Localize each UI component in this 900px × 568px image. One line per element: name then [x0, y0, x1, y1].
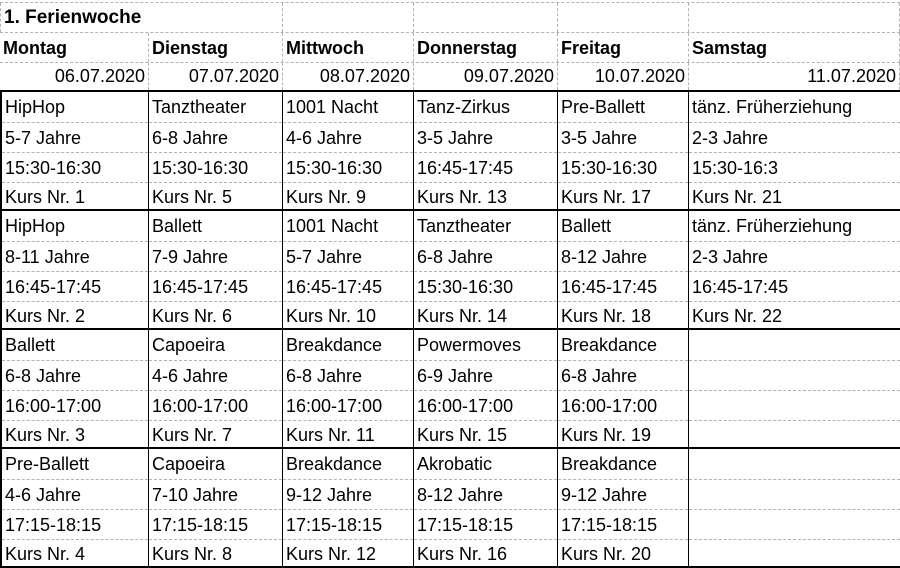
course-number-cell[interactable] — [689, 539, 900, 566]
time-range-cell[interactable]: 17:15-18:15 — [414, 509, 557, 539]
time-range-cell[interactable] — [689, 390, 900, 420]
course-number-cell[interactable]: Kurs Nr. 6 — [149, 301, 282, 328]
age-range-cell[interactable]: 5-7 Jahre — [2, 122, 148, 152]
course-slot — [148, 211, 282, 328]
course-number-cell[interactable]: Kurs Nr. 12 — [283, 539, 413, 566]
age-range-cell[interactable]: 3-5 Jahre — [558, 122, 688, 152]
empty-cell[interactable] — [557, 3, 688, 32]
course-number-cell[interactable]: Kurs Nr. 5 — [149, 182, 282, 209]
course-slot — [282, 92, 413, 209]
course-slot — [688, 211, 900, 328]
time-range-cell[interactable]: 16:45-17:45 — [414, 152, 557, 182]
date-header-row — [0, 62, 900, 90]
time-range-cell[interactable]: 16:45-17:45 — [283, 271, 413, 301]
age-range-cell[interactable]: 7-9 Jahre — [149, 241, 282, 271]
time-range-cell[interactable]: 15:30-16:3 — [689, 152, 900, 182]
course-number-cell[interactable]: Kurs Nr. 19 — [558, 420, 688, 447]
time-range-cell[interactable]: 17:15-18:15 — [2, 509, 148, 539]
time-range-cell[interactable]: 15:30-16:30 — [558, 152, 688, 182]
course-name-cell[interactable]: Ballett — [152, 216, 203, 236]
age-range-cell[interactable]: 9-12 Jahre — [283, 479, 413, 509]
age-range-cell[interactable]: 4-6 Jahre — [149, 360, 282, 390]
course-slot — [282, 449, 413, 566]
course-number-cell[interactable]: Kurs Nr. 3 — [2, 420, 148, 447]
course-number-cell[interactable]: Kurs Nr. 4 — [2, 539, 148, 566]
course-number-cell[interactable]: Kurs Nr. 20 — [558, 539, 688, 566]
title-row — [0, 2, 900, 32]
course-name-cell[interactable]: HipHop — [5, 97, 66, 117]
weekday-header-row — [0, 32, 900, 62]
time-range-cell[interactable]: 16:45-17:45 — [689, 271, 900, 301]
course-name-cell[interactable]: 1001 Nacht — [286, 216, 379, 236]
time-range-cell[interactable]: 16:45-17:45 — [558, 271, 688, 301]
course-slot — [413, 92, 557, 209]
time-block-1 — [0, 92, 900, 211]
age-range-cell[interactable] — [689, 479, 900, 509]
week-title-cell[interactable]: 1. Ferienwoche — [0, 3, 282, 32]
course-number-cell[interactable]: Kurs Nr. 18 — [558, 301, 688, 328]
course-number-cell[interactable]: Kurs Nr. 17 — [558, 182, 688, 209]
date-cell-freitag[interactable]: 10.07.2020 — [557, 63, 688, 90]
date-cell-samstag[interactable]: 11.07.2020 — [688, 63, 900, 90]
course-number-cell[interactable]: Kurs Nr. 13 — [414, 182, 557, 209]
course-name-cell[interactable]: Capoeira — [152, 454, 226, 474]
time-range-cell[interactable]: 16:00-17:00 — [283, 390, 413, 420]
time-range-cell[interactable]: 16:00-17:00 — [414, 390, 557, 420]
course-slot — [148, 92, 282, 209]
course-name-cell[interactable]: tänz. Früherziehung — [692, 97, 853, 117]
course-name-cell[interactable]: Breakdance — [286, 454, 383, 474]
course-name-cell[interactable]: 1001 Nacht — [286, 97, 379, 117]
course-name-cell[interactable]: Tanz-Zirkus — [417, 97, 511, 117]
course-number-cell[interactable] — [689, 420, 900, 447]
empty-cell[interactable] — [688, 3, 900, 32]
age-range-cell[interactable]: 7-10 Jahre — [149, 479, 282, 509]
day-header-donnerstag[interactable]: Donnerstag — [413, 33, 557, 62]
date-cell-mittwoch[interactable]: 08.07.2020 — [282, 63, 413, 90]
time-range-cell[interactable] — [689, 509, 900, 539]
course-slot — [148, 330, 282, 447]
course-name-cell[interactable]: Tanztheater — [152, 97, 247, 117]
course-number-cell[interactable]: Kurs Nr. 15 — [414, 420, 557, 447]
age-range-cell[interactable]: 6-8 Jahre — [283, 360, 413, 390]
course-slot — [413, 449, 557, 566]
time-range-cell[interactable]: 15:30-16:30 — [283, 152, 413, 182]
course-name-cell[interactable]: Breakdance — [286, 335, 383, 355]
course-number-cell[interactable]: Kurs Nr. 7 — [149, 420, 282, 447]
date-cell-montag[interactable]: 06.07.2020 — [54, 66, 145, 86]
course-slot — [0, 449, 148, 566]
course-slot — [557, 211, 688, 328]
age-range-cell[interactable]: 6-8 Jahre — [2, 360, 148, 390]
time-range-cell[interactable]: 15:30-16:30 — [414, 271, 557, 301]
course-number-cell[interactable]: Kurs Nr. 2 — [2, 301, 148, 328]
course-number-cell[interactable]: Kurs Nr. 22 — [689, 301, 900, 328]
age-range-cell[interactable] — [689, 360, 900, 390]
age-range-cell[interactable]: 8-11 Jahre — [2, 241, 148, 271]
time-block-3 — [0, 330, 900, 449]
time-range-cell[interactable]: 15:30-16:30 — [149, 152, 282, 182]
course-number-cell[interactable]: Kurs Nr. 11 — [283, 420, 413, 447]
age-range-cell[interactable]: 2-3 Jahre — [689, 241, 900, 271]
course-name-cell[interactable]: Pre-Ballett — [561, 97, 646, 117]
time-range-cell[interactable]: 17:15-18:15 — [283, 509, 413, 539]
time-range-cell[interactable]: 15:30-16:30 — [2, 152, 148, 182]
time-range-cell[interactable]: 16:45-17:45 — [149, 271, 282, 301]
course-name-cell[interactable] — [689, 449, 900, 479]
course-slot-empty — [688, 449, 900, 566]
age-range-cell[interactable]: 3-5 Jahre — [414, 122, 557, 152]
time-block-4 — [0, 449, 900, 568]
course-name-cell[interactable]: tänz. Früherziehung — [692, 216, 853, 236]
course-slot — [413, 211, 557, 328]
day-header-dienstag[interactable]: Dienstag — [148, 33, 282, 62]
age-range-cell[interactable]: 2-3 Jahre — [689, 122, 900, 152]
course-name-cell[interactable]: Ballett — [5, 335, 56, 355]
date-cell-dienstag[interactable]: 07.07.2020 — [148, 63, 282, 90]
course-number-cell[interactable]: Kurs Nr. 14 — [414, 301, 557, 328]
time-block-2 — [0, 211, 900, 330]
course-grid — [0, 90, 900, 568]
time-range-cell[interactable]: 16:00-17:00 — [149, 390, 282, 420]
course-name-cell[interactable]: Tanztheater — [417, 216, 512, 236]
age-range-cell[interactable]: 4-6 Jahre — [283, 122, 413, 152]
course-name-cell[interactable]: Pre-Ballett — [5, 454, 90, 474]
course-slot — [0, 330, 148, 447]
time-range-cell[interactable]: 17:15-18:15 — [149, 509, 282, 539]
course-slot — [557, 330, 688, 447]
age-range-cell[interactable]: 6-8 Jahre — [558, 360, 688, 390]
empty-cell[interactable] — [413, 3, 557, 32]
age-range-cell[interactable]: 4-6 Jahre — [2, 479, 148, 509]
course-name-cell[interactable] — [689, 330, 900, 360]
age-range-cell[interactable]: 8-12 Jahre — [414, 479, 557, 509]
course-slot — [413, 330, 557, 447]
course-slot — [557, 92, 688, 209]
course-number-cell[interactable]: Kurs Nr. 10 — [283, 301, 413, 328]
course-name-cell[interactable]: Breakdance — [561, 335, 658, 355]
course-number-cell[interactable]: Kurs Nr. 8 — [149, 539, 282, 566]
course-name-cell[interactable]: Breakdance — [561, 454, 658, 474]
course-name-cell[interactable]: Akrobatic — [417, 454, 493, 474]
course-number-cell[interactable]: Kurs Nr. 9 — [283, 182, 413, 209]
time-range-cell[interactable]: 16:45-17:45 — [2, 271, 148, 301]
age-range-cell[interactable]: 6-8 Jahre — [149, 122, 282, 152]
time-range-cell[interactable]: 17:15-18:15 — [558, 509, 688, 539]
course-name-cell[interactable]: Capoeira — [152, 335, 226, 355]
age-range-cell[interactable]: 6-9 Jahre — [414, 360, 557, 390]
empty-cell[interactable] — [282, 3, 413, 32]
course-slot — [0, 211, 148, 328]
course-name-cell[interactable]: HipHop — [5, 216, 66, 236]
course-name-cell[interactable]: Powermoves — [417, 335, 522, 355]
age-range-cell[interactable]: 9-12 Jahre — [558, 479, 688, 509]
course-slot-empty — [688, 330, 900, 447]
course-slot — [0, 92, 148, 209]
time-range-cell[interactable]: 16:00-17:00 — [558, 390, 688, 420]
course-number-cell[interactable]: Kurs Nr. 21 — [689, 182, 900, 209]
course-name-cell[interactable]: Ballett — [561, 216, 612, 236]
course-slot — [148, 449, 282, 566]
time-range-cell[interactable]: 16:00-17:00 — [2, 390, 148, 420]
age-range-cell[interactable]: 5-7 Jahre — [283, 241, 413, 271]
course-slot — [282, 211, 413, 328]
day-header-mittwoch[interactable]: Mittwoch — [282, 33, 413, 62]
date-cell-donnerstag[interactable]: 09.07.2020 — [413, 63, 557, 90]
course-slot — [557, 449, 688, 566]
age-range-cell[interactable]: 6-8 Jahre — [414, 241, 557, 271]
age-range-cell[interactable]: 8-12 Jahre — [558, 241, 688, 271]
course-number-cell[interactable]: Kurs Nr. 1 — [2, 182, 148, 209]
course-number-cell[interactable]: Kurs Nr. 16 — [414, 539, 557, 566]
course-slot — [688, 92, 900, 209]
day-header-freitag[interactable]: Freitag — [557, 33, 688, 62]
day-header-montag[interactable]: Montag — [3, 38, 67, 58]
course-slot — [282, 330, 413, 447]
day-header-samstag[interactable]: Samstag — [688, 33, 900, 62]
